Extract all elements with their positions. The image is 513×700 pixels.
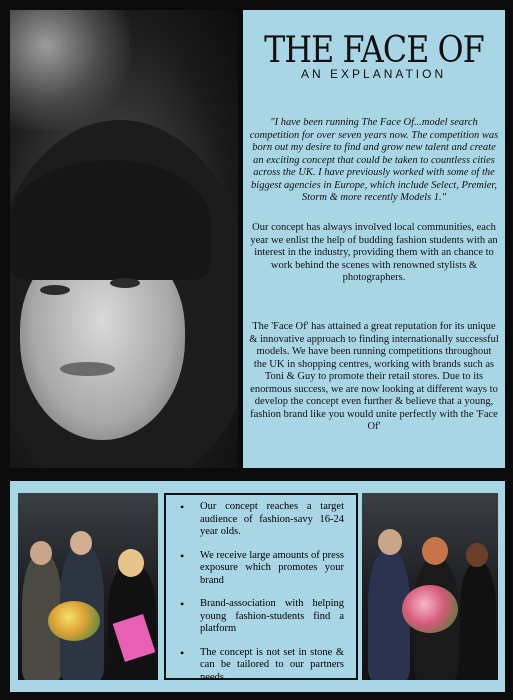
benefits-list (176, 501, 344, 684)
highlights-band (10, 481, 505, 692)
benefits-box (164, 493, 358, 683)
page-subtitle: AN EXPLANATION (301, 67, 447, 81)
person-head (422, 537, 448, 565)
list-item: • Brand-association with helping young fashion-students find a platform (176, 598, 344, 636)
reputation-paragraph: The 'Face Of' has attained a great reputation for its unique & innovative approach to finding internationally successful models. We have been running competitions throughout the UK in shopping centres, working with brands such as Toni & Guy to promote their retail stores. Due to its enormous success, we are now looking at different ways to develop the concept even further & believe that a young, fashion brand like you would unite perfectly with the 'Face Of' (249, 321, 499, 432)
explanation-panel (243, 10, 505, 468)
person-head (466, 543, 488, 567)
bangs (10, 160, 210, 280)
right-eye (110, 278, 140, 288)
page-title: THE FACE OF (264, 30, 484, 71)
event-photo-right (362, 493, 498, 680)
person-head (378, 529, 402, 555)
flower-bouquet (402, 585, 458, 633)
founder-quote: "I have been running The Face Of...model search competition for over seven years now. The competition was born out my desire to find and grow new talent and create an exciting concept that could be taken to countless cities across the UK. I have previously worked with some of the biggest agencies in Europe, which include Select, Premier, Storm & more recently Models 1." (249, 117, 499, 203)
concept-paragraph: Our concept has always involved local communities, each year we enlist the help of budding fashion students with an interest in the industry, providing them with an chance to work behind the scenes with renowned stylists & photographers. (250, 222, 498, 283)
list-item: • We receive large amounts of press exposure which promotes your brand (176, 550, 344, 588)
person-head (30, 541, 52, 565)
flower-bouquet (48, 601, 100, 641)
left-eye (40, 285, 70, 295)
person (460, 563, 496, 680)
hero-portrait-photo (10, 10, 238, 468)
list-item: • Our concept reaches a target audience of fashion-savy 16-24 year olds. (176, 501, 344, 539)
lips (60, 362, 115, 376)
list-item: • The concept is not set in stone & can be tailored to our partners needs. (176, 647, 344, 685)
background-light (10, 10, 130, 130)
person-head (70, 531, 92, 555)
person-head (118, 549, 144, 577)
event-photo-left (18, 493, 158, 680)
